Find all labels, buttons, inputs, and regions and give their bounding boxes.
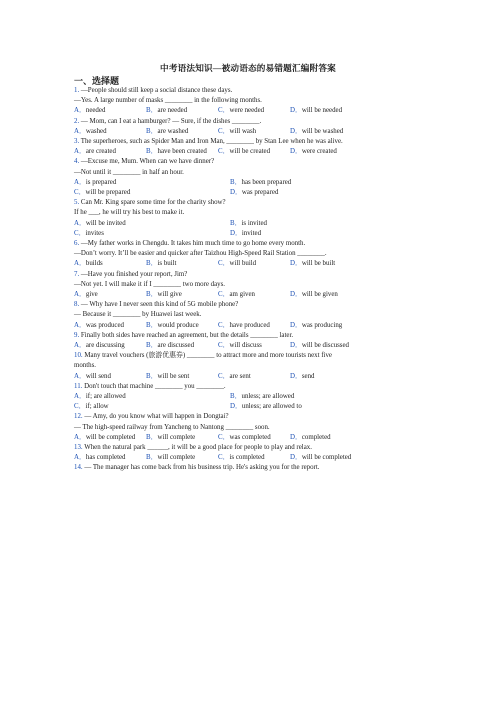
answer-option bbox=[74, 434, 135, 442]
option-text: builds bbox=[85, 260, 103, 268]
answer-option bbox=[218, 322, 270, 330]
question-text: — Because it ________ by Huawei last week. bbox=[74, 311, 202, 319]
option-letter: A． bbox=[74, 291, 86, 298]
option-text: is invited bbox=[241, 219, 267, 227]
option-text: are discussed bbox=[157, 342, 195, 349]
question-number: 14. bbox=[74, 464, 85, 472]
question-number: 2. bbox=[74, 117, 81, 125]
option-letter: D． bbox=[290, 342, 302, 349]
option-text: will be needed bbox=[301, 107, 343, 115]
option-text: is prepared bbox=[85, 178, 117, 186]
question-stem bbox=[74, 199, 434, 207]
answer-option bbox=[290, 434, 331, 442]
answer-option bbox=[146, 342, 194, 350]
page-title: 中考语法知识—被动语态的易错题汇编附答案 bbox=[160, 63, 336, 73]
question-text: When the natural park ______, it will be a good place for people to play and relax. bbox=[84, 444, 312, 451]
answer-option bbox=[74, 260, 103, 268]
question-number: 7. bbox=[74, 270, 81, 278]
option-letter: C． bbox=[74, 403, 86, 411]
answer-option bbox=[74, 393, 126, 401]
answer-option bbox=[290, 291, 338, 299]
option-text: is built bbox=[157, 260, 177, 268]
answer-option bbox=[146, 373, 189, 381]
option-text: are discussing bbox=[85, 342, 125, 349]
option-letter: B． bbox=[146, 107, 158, 115]
question-text: — The manager has come back from his business trip. He's asking you for the report. bbox=[84, 464, 320, 472]
option-letter: C． bbox=[218, 372, 230, 380]
option-text: will discuss bbox=[229, 342, 262, 349]
option-letter: A． bbox=[74, 178, 86, 186]
answer-option bbox=[290, 128, 343, 136]
option-letter: B． bbox=[146, 454, 158, 462]
option-text: invited bbox=[241, 229, 262, 237]
question-text: —Yes. A large number of masks ________ in the following months. bbox=[74, 97, 262, 105]
option-text: was completed bbox=[229, 433, 271, 441]
option-text: send bbox=[301, 372, 315, 380]
option-letter: A． bbox=[74, 107, 86, 115]
option-text: are sent bbox=[229, 372, 251, 380]
question-text: months. bbox=[74, 362, 97, 370]
answer-option bbox=[218, 128, 256, 136]
answer-option bbox=[74, 403, 109, 411]
option-text: will be washed bbox=[301, 127, 344, 135]
question-line bbox=[74, 250, 434, 258]
option-letter: D． bbox=[290, 372, 302, 380]
answer-option bbox=[218, 454, 265, 462]
answer-option bbox=[74, 128, 107, 136]
option-letter: C． bbox=[74, 189, 86, 196]
question-number: 5. bbox=[74, 199, 81, 207]
option-text: will be sent bbox=[157, 372, 190, 380]
option-text: are needed bbox=[157, 107, 188, 115]
answer-option bbox=[146, 128, 188, 136]
question-stem bbox=[74, 301, 434, 309]
option-letter: A． bbox=[74, 260, 86, 268]
question-stem bbox=[74, 332, 434, 340]
answer-option bbox=[230, 393, 294, 401]
question-text: If he ___, he will try his best to make it. bbox=[74, 209, 185, 217]
question-number: 3. bbox=[74, 138, 81, 145]
option-letter: B． bbox=[146, 342, 158, 349]
option-text: are created bbox=[85, 148, 116, 156]
option-letter: C． bbox=[218, 107, 230, 115]
option-letter: B． bbox=[146, 372, 158, 380]
option-text: needed bbox=[85, 107, 106, 115]
option-letter: A． bbox=[74, 127, 86, 135]
answer-option bbox=[290, 342, 349, 350]
option-letter: D． bbox=[290, 107, 302, 115]
option-text: if; allow bbox=[85, 403, 109, 411]
option-text: will send bbox=[85, 372, 111, 380]
question-text: Can Mr. King spare some time for the charity show? bbox=[80, 199, 226, 207]
answer-option bbox=[74, 107, 105, 115]
option-letter: D． bbox=[290, 127, 302, 135]
answer-option bbox=[74, 179, 116, 187]
question-text: — Mom, can I eat a hamburger? — Sure, if the dishes ________. bbox=[80, 117, 262, 125]
option-text: are washed bbox=[157, 127, 189, 135]
option-text: have been created bbox=[157, 148, 207, 156]
answer-option bbox=[290, 454, 351, 462]
option-letter: D． bbox=[290, 433, 302, 441]
option-letter: C． bbox=[218, 127, 230, 135]
question-line bbox=[74, 209, 434, 217]
option-text: will be created bbox=[229, 148, 271, 156]
option-letter: A． bbox=[74, 372, 86, 380]
option-text: was producing bbox=[301, 321, 343, 329]
answer-option bbox=[290, 107, 342, 115]
answer-option bbox=[290, 322, 342, 330]
question-number: 9. bbox=[74, 331, 81, 339]
option-letter: D． bbox=[230, 229, 242, 237]
answer-option bbox=[74, 189, 130, 197]
question-stem bbox=[74, 138, 434, 146]
answer-option bbox=[230, 189, 278, 197]
question-number: 13. bbox=[74, 444, 85, 451]
question-stem bbox=[74, 352, 434, 360]
option-letter: D． bbox=[230, 403, 242, 411]
option-letter: A． bbox=[74, 148, 86, 156]
option-text: unless; are allowed bbox=[241, 393, 295, 400]
option-text: will be built bbox=[301, 260, 336, 268]
answer-option bbox=[74, 373, 111, 381]
option-letter: B． bbox=[146, 433, 158, 441]
answer-option bbox=[218, 373, 251, 381]
answer-option bbox=[290, 148, 337, 156]
answer-option bbox=[74, 230, 104, 238]
option-letter: B． bbox=[230, 393, 242, 400]
option-text: give bbox=[85, 291, 98, 298]
answer-option bbox=[218, 291, 255, 299]
option-text: was prepared bbox=[241, 189, 279, 196]
answer-option bbox=[146, 434, 195, 442]
option-letter: B． bbox=[146, 260, 158, 268]
question-text: —My father works in Chengdu. It takes him much time to go home every month. bbox=[80, 240, 306, 247]
option-text: would produce bbox=[157, 321, 199, 329]
option-text: will be given bbox=[301, 291, 338, 298]
question-stem bbox=[74, 118, 434, 126]
question-text: — Amy, do you know what will happen in Dongtai? bbox=[84, 413, 229, 421]
option-letter: A． bbox=[74, 342, 86, 349]
question-stem bbox=[74, 240, 434, 248]
question-line bbox=[74, 311, 434, 319]
option-text: will be discussed bbox=[301, 342, 349, 349]
option-letter: A． bbox=[74, 433, 86, 441]
answer-option bbox=[74, 291, 98, 299]
option-letter: C． bbox=[218, 148, 230, 156]
option-text: has been prepared bbox=[241, 178, 292, 186]
question-line bbox=[74, 281, 434, 289]
option-letter: D． bbox=[230, 189, 242, 196]
option-letter: D． bbox=[290, 291, 302, 298]
option-letter: B． bbox=[146, 148, 158, 156]
option-text: will complete bbox=[157, 433, 196, 441]
option-text: will build bbox=[229, 260, 257, 268]
option-text: completed bbox=[301, 433, 331, 441]
option-letter: A． bbox=[74, 321, 86, 329]
answer-option bbox=[218, 260, 256, 268]
option-letter: C． bbox=[218, 454, 230, 462]
question-text: — Why have I never seen this kind of 5G mobile phone? bbox=[80, 301, 239, 309]
option-letter: B． bbox=[146, 127, 158, 135]
question-text: —Have you finished your report, Jim? bbox=[80, 270, 188, 278]
question-text: Many travel vouchers (旅游优惠券) ________ to attract more and more tourists next five bbox=[84, 352, 332, 360]
answer-option bbox=[74, 148, 116, 156]
option-letter: C． bbox=[218, 291, 230, 298]
option-letter: C． bbox=[218, 342, 230, 349]
question-text: — The high-speed railway from Yancheng to Nantong ________ soon. bbox=[74, 423, 270, 431]
answer-option bbox=[146, 322, 199, 330]
answer-option bbox=[74, 322, 124, 330]
question-number: 12. bbox=[74, 413, 85, 421]
question-text: —Excuse me, Mum. When can we have dinner? bbox=[80, 158, 215, 166]
question-stem bbox=[74, 271, 434, 279]
answer-option bbox=[74, 454, 125, 462]
option-letter: D． bbox=[290, 454, 302, 462]
option-text: will be completed bbox=[85, 433, 136, 441]
option-text: is completed bbox=[229, 454, 265, 462]
answer-option bbox=[290, 373, 315, 381]
option-text: will give bbox=[157, 291, 182, 298]
question-number: 1. bbox=[74, 87, 81, 94]
question-stem bbox=[74, 158, 434, 166]
question-stem bbox=[74, 87, 434, 95]
option-letter: C． bbox=[218, 321, 230, 329]
option-letter: D． bbox=[290, 321, 302, 329]
question-text: —Don’t worry. It’ll be easier and quicker after Taizhou High-Speed Rail Station ________. bbox=[74, 250, 327, 258]
question-text: Finally both sides have reached an agreement, but the details ________ later. bbox=[80, 331, 294, 339]
option-letter: B． bbox=[230, 219, 242, 227]
answer-option bbox=[218, 148, 270, 156]
answer-option bbox=[290, 260, 335, 268]
option-letter: B． bbox=[146, 321, 158, 329]
option-text: has completed bbox=[85, 454, 126, 462]
answer-option bbox=[230, 230, 261, 238]
option-letter: C． bbox=[218, 260, 230, 268]
question-number: 8. bbox=[74, 301, 81, 309]
option-text: unless; are allowed to bbox=[241, 403, 302, 411]
option-letter: B． bbox=[146, 291, 158, 298]
question-line bbox=[74, 424, 434, 432]
option-text: if; are allowed bbox=[85, 393, 126, 400]
option-letter: A． bbox=[74, 393, 86, 400]
answer-option bbox=[74, 342, 125, 350]
answer-option bbox=[230, 179, 291, 187]
question-text: —Not until it ________ in half an hour. bbox=[74, 168, 184, 176]
option-letter: A． bbox=[74, 454, 86, 462]
option-letter: D． bbox=[290, 148, 302, 156]
answer-option bbox=[230, 403, 302, 411]
question-number: 10. bbox=[74, 352, 85, 360]
option-text: will complete bbox=[157, 454, 196, 462]
question-line bbox=[74, 362, 434, 370]
answer-option bbox=[230, 220, 267, 228]
option-letter: C． bbox=[218, 433, 230, 441]
option-text: will be invited bbox=[85, 219, 126, 227]
question-line bbox=[74, 97, 434, 105]
option-text: invites bbox=[85, 229, 104, 237]
option-text: washed bbox=[85, 127, 107, 135]
question-stem bbox=[74, 413, 434, 421]
option-letter: C． bbox=[74, 229, 86, 237]
answer-option bbox=[146, 454, 195, 462]
question-line bbox=[74, 169, 434, 177]
option-text: have produced bbox=[229, 321, 270, 329]
question-stem bbox=[74, 444, 434, 452]
option-text: will wash bbox=[229, 127, 257, 135]
question-text: —People should still keep a social distance these days. bbox=[80, 87, 233, 94]
question-text: —Not yet. I will make it if I ________ two more days. bbox=[74, 280, 225, 288]
answer-option bbox=[218, 107, 264, 115]
answer-option bbox=[146, 291, 182, 299]
answer-option bbox=[218, 342, 262, 350]
option-text: were created bbox=[301, 148, 337, 156]
question-number: 11. bbox=[74, 382, 85, 390]
option-text: was produced bbox=[85, 321, 124, 329]
answer-option bbox=[74, 220, 126, 228]
question-stem bbox=[74, 464, 434, 472]
option-text: will be completed bbox=[301, 454, 352, 462]
question-number: 4. bbox=[74, 158, 81, 166]
option-letter: D． bbox=[290, 260, 302, 268]
answer-option bbox=[218, 434, 271, 442]
answer-option bbox=[146, 260, 176, 268]
answer-option bbox=[146, 107, 187, 115]
question-text: The superheroes, such as Spider Man and Iron Man, ________ by Stan Lee when he was alive. bbox=[80, 138, 343, 145]
question-number: 6. bbox=[74, 240, 81, 247]
question-stem bbox=[74, 383, 434, 391]
option-text: were needed bbox=[229, 107, 265, 115]
option-text: am given bbox=[229, 291, 255, 298]
option-letter: B． bbox=[230, 178, 242, 186]
section-heading: 一、选择题 bbox=[74, 76, 120, 86]
question-text: Don't touch that machine ________ you ________. bbox=[84, 382, 226, 390]
option-letter: A． bbox=[74, 219, 86, 227]
answer-option bbox=[146, 148, 207, 156]
option-text: will be prepared bbox=[85, 189, 131, 196]
